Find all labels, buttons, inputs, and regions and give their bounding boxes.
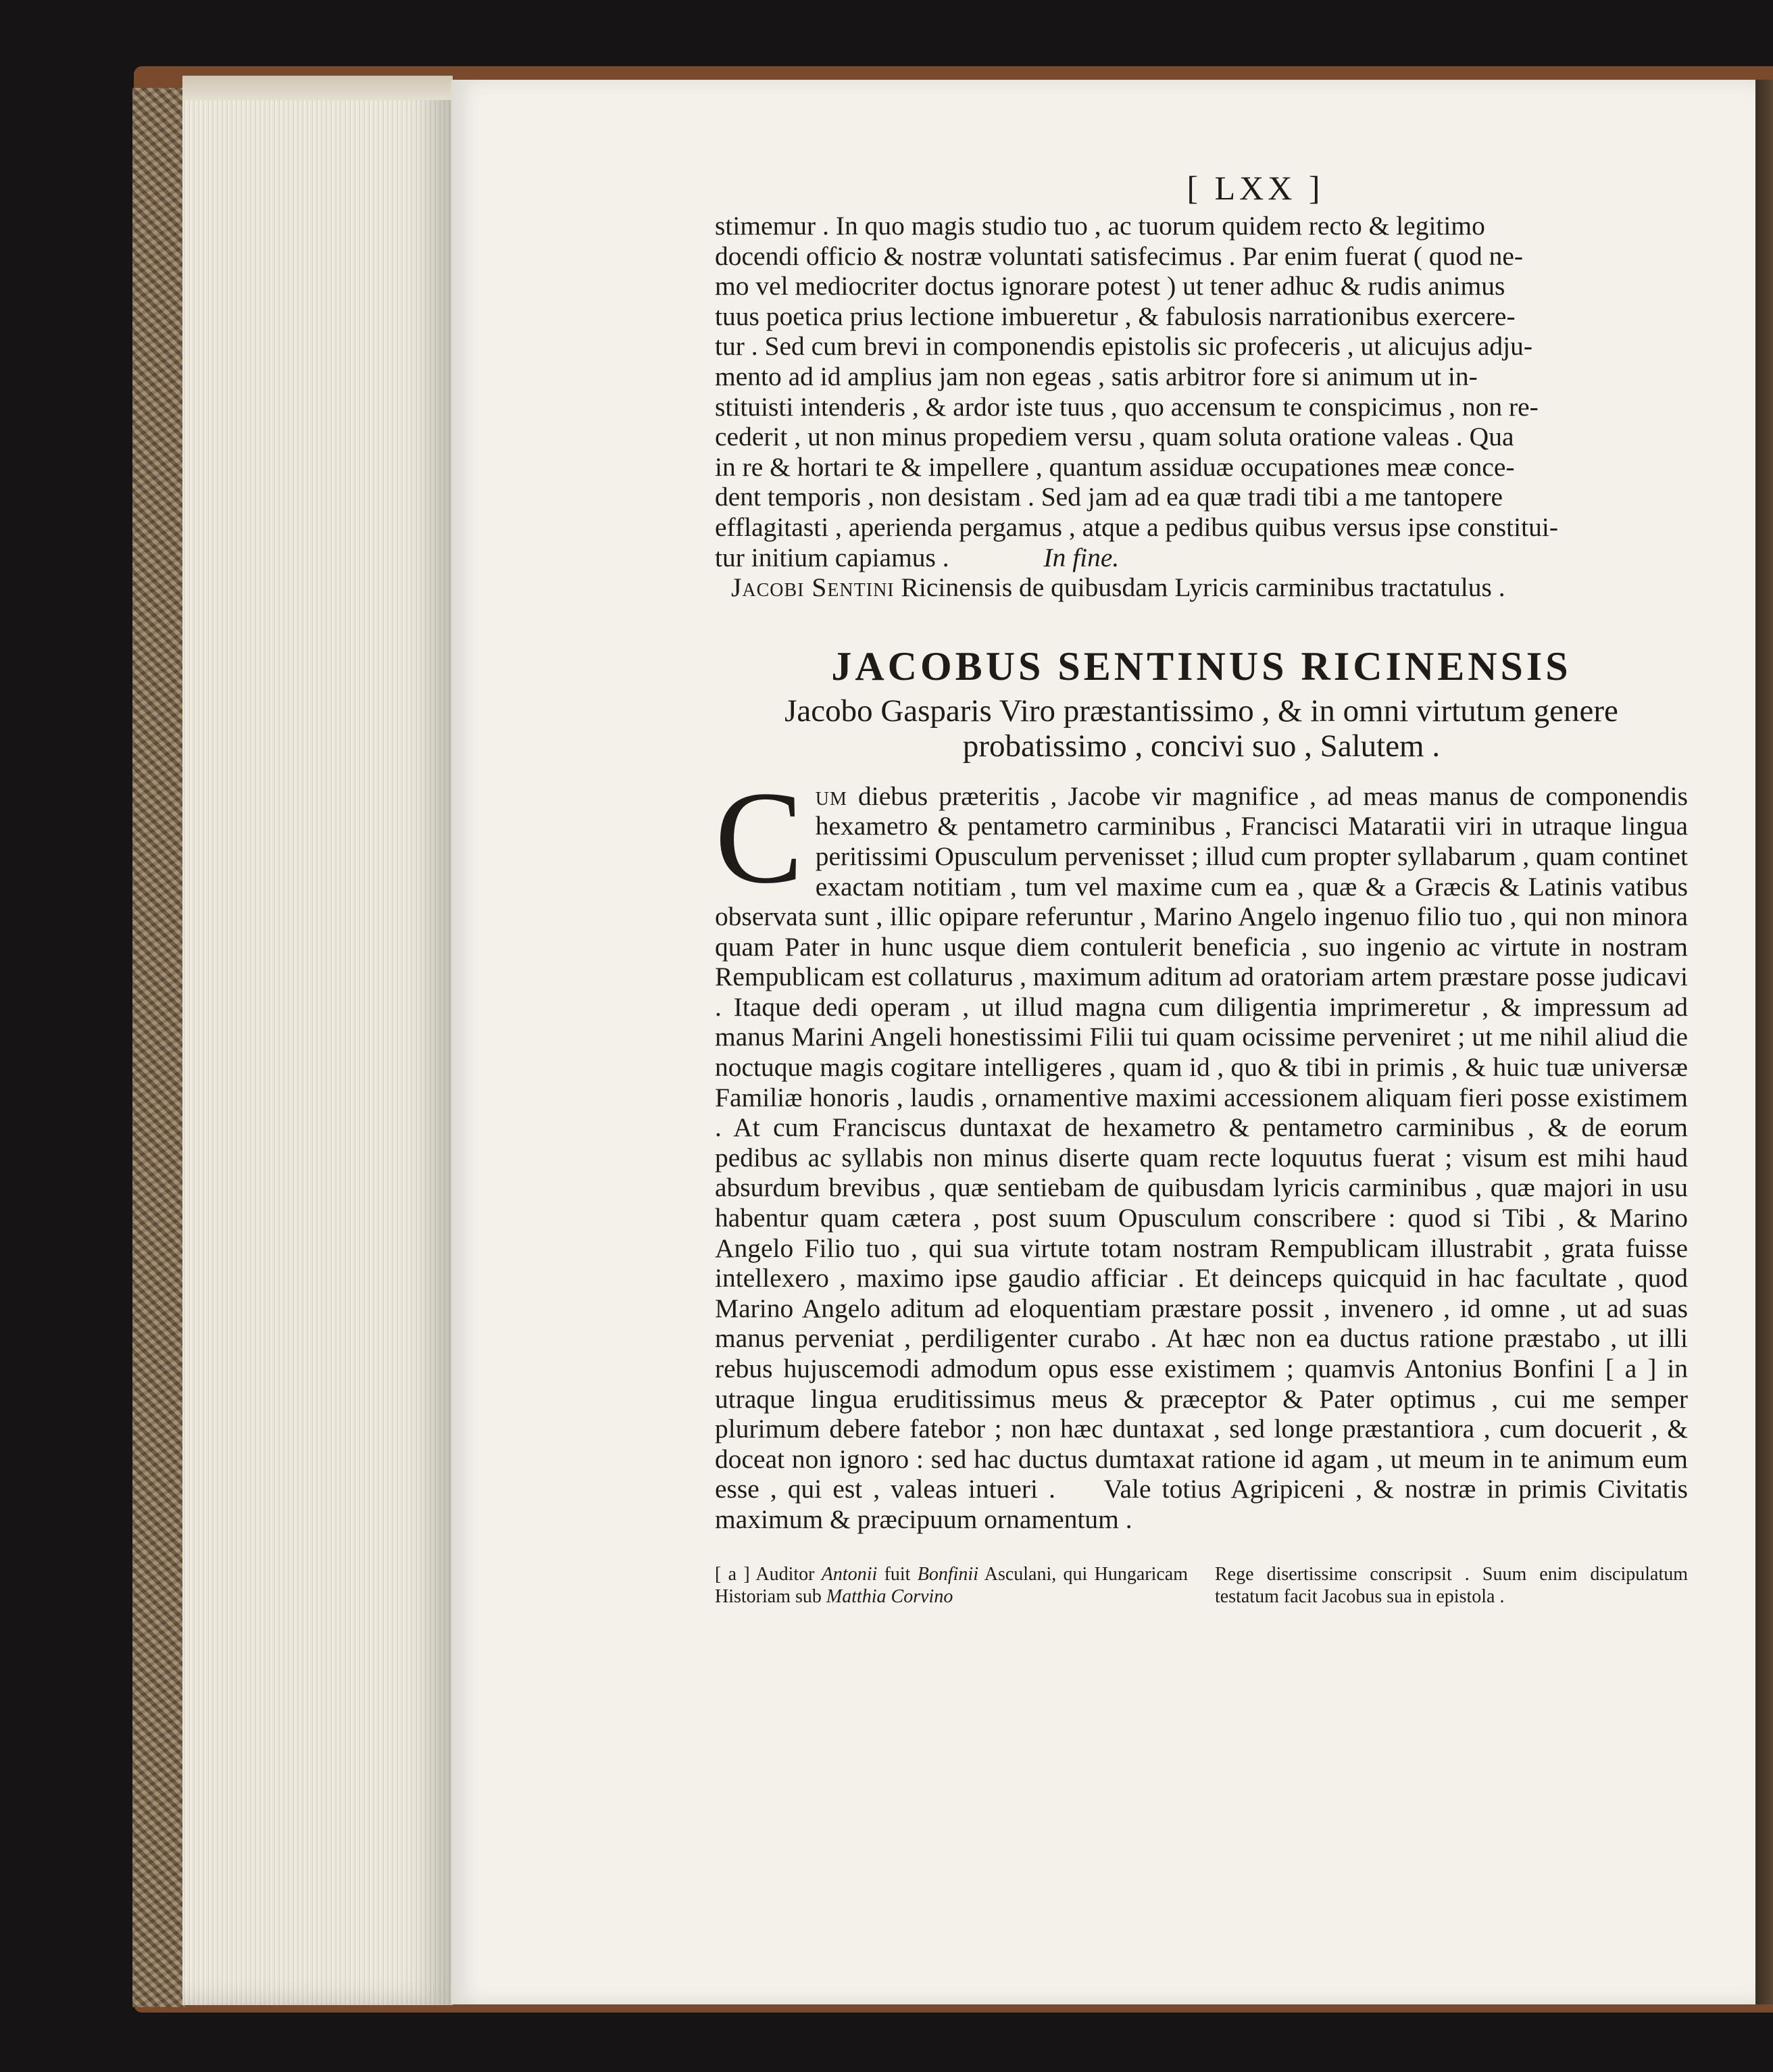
salutation-line-1: Jacobo Gasparis Viro præstantissimo , & in omni virtutum genere bbox=[784, 693, 1618, 729]
footnote-text: Auditor bbox=[755, 1563, 815, 1585]
intro-last-text: tur initium capiamus . bbox=[715, 542, 949, 572]
letter-closing: Vale totius Agripiceni , & nostræ in primis Civitatis maximum & præcipuum ornamentum . bbox=[715, 1474, 1688, 1534]
intro-paragraph bbox=[715, 211, 1688, 572]
intro-line: mo vel mediocriter doctus ignorare potest ) ut tener adhuc & rudis animus bbox=[715, 271, 1505, 301]
author-name: Jacobi Sentini bbox=[731, 572, 895, 603]
facing-page-edge bbox=[1755, 80, 1773, 2004]
opening-word: um bbox=[815, 781, 847, 811]
footnote-italic: Antonii bbox=[821, 1563, 878, 1585]
letter-text: diebus præteritis , Jacobe vir magnifice , ad meas manus de componendis hexametro & pentametro carminibus , Francisci Mataratii viri in utraque lingua peritissimi Opusculum pervenisset ; illud cum propter syllabarum , quam continet exactam notitiam , tum vel maxime cum ea , quæ & a Græcis & Latinis vatibus observata sunt , illic opipare referuntur , Marino Angelo ingenuo filio tuo , qui non minora quam Pater in hunc usque diem contulerit beneficia , suo ingenio ac virtute in nostram Rempublicam est collaturus , maximum aditum ad oratoriam artem præstare posse judicavi . Itaque dedi operam , ut illud magna cum diligentia imprimeretur , & impressum ad manus Marini Angeli honestissimi Filii tui quam ocissime perveniret ; ut me nihil aliud die noctuque magis cogitare intelligeres , quam id , quo & tibi in primis , & huic tuæ universæ Familiæ honoris , laudis , ornamentive maximi accessionem aliquam fieri posse existimem . At cum Franciscus duntaxat de hexametro & pentametro carminibus , & de eorum pedibus ac syllabis non minus diserte quam recte loquutus fuerat ; visum est mihi haud absurdum brevibus , quæ sentiebam de quibusdam lyricis carminibus , quæ majori in usu habentur quam cætera , post suum Opusculum conscribere : quod si Tibi , & Marino Angelo Filio tuo , qui sua virtute totam nostram Rempublicam illustrabit , grata fuisse intellexero , maximo ipse gaudio afficiar . Et deinceps quicquid in hac facultate , quod Marino Angelo aditum ad eloquentiam præstare possit , invenero , id omne , ut ad suas manus perveniat , perdiligenter curabo . At hæc non ea ductus ratione præstabo , ut illi rebus hujuscemodi admodum opus esse existimem ; quamvis Antonius Bonfini [ a ] in utraque lingua eruditissimus meus & præceptor & Pater optimus , cui me semper plurimum debere fatebor ; non hæc duntaxat , sed longe præstantiora , cum docuerit , & doceat non ignoro : sed hac ductus dumtaxat ratione id agam , ut meum in te animum eum esse , qui est , valeas intueri . bbox=[715, 781, 1688, 1504]
in-fine-label: In fine. bbox=[1043, 542, 1120, 572]
letter-salutation bbox=[715, 693, 1688, 764]
intro-line: mento ad id amplius jam non egeas , satis arbitror fore si animum ut in- bbox=[715, 361, 1478, 391]
intro-line: tuus poetica prius lectione imbueretur , & fabulosis narrationibus exercere- bbox=[715, 301, 1516, 331]
intro-line: in re & hortari te & impellere , quantum assiduæ occupationes meæ conce- bbox=[715, 451, 1515, 482]
salutation-line-2: probatissimo , concivi suo , Salutem . bbox=[962, 728, 1441, 764]
footnotes bbox=[715, 1563, 1688, 1608]
page-block-edges bbox=[182, 76, 453, 2005]
intro-line: stimemur . In quo magis studio tuo , ac tuorum quidem recto & legitimo bbox=[715, 211, 1485, 241]
page-content bbox=[715, 168, 1688, 1608]
letter-body bbox=[715, 764, 1688, 1535]
intro-line: cederit , ut non minus propediem versu , quam soluta oratione valeas . Qua bbox=[715, 422, 1514, 452]
intro-last-line bbox=[715, 543, 1688, 573]
treatise-title: Ricinensis de quibusdam Lyricis carminibus tractatulus . bbox=[901, 572, 1505, 603]
footnote-italic: Bonfinii bbox=[917, 1563, 978, 1585]
footnote-text: fuit bbox=[884, 1563, 911, 1585]
intro-line: dent temporis , non desistam . Sed jam ad ea quæ tradi tibi a me tantopere bbox=[715, 482, 1503, 512]
treatise-title-line bbox=[715, 572, 1688, 603]
marbled-edge bbox=[132, 88, 185, 2007]
page-block-top bbox=[182, 76, 453, 100]
footnote-left bbox=[715, 1563, 1188, 1608]
letter-heading: JACOBUS SENTINUS RICINENSIS bbox=[831, 643, 1572, 689]
intro-line: tur . Sed cum brevi in componendis epistolis sic profeceris , ut alicujus adju- bbox=[715, 331, 1532, 362]
footnote-text: Asculani, qui Hungaricam Historiam sub bbox=[715, 1563, 1189, 1607]
footnote-right: Rege disertissime conscripsit . Suum enim discipulatum testatum facit Jacobus sua in epistola . bbox=[1215, 1563, 1688, 1607]
footnote-mark: [ a ] bbox=[715, 1563, 750, 1585]
drop-cap: C bbox=[715, 764, 803, 911]
intro-line: stituisti intenderis , & ardor iste tuus , quo accensum te conspicimus , non re- bbox=[715, 391, 1539, 422]
footnote-italic: Matthia Corvino bbox=[826, 1585, 953, 1607]
intro-line: docendi officio & nostræ voluntati satisfecimus . Par enim fuerat ( quod ne- bbox=[715, 241, 1524, 271]
page-number: [ LXX ] bbox=[1187, 169, 1324, 207]
intro-line: efflagitasti , aperienda pergamus , atque a pedibus quibus versus ipse constitui- bbox=[715, 512, 1558, 542]
